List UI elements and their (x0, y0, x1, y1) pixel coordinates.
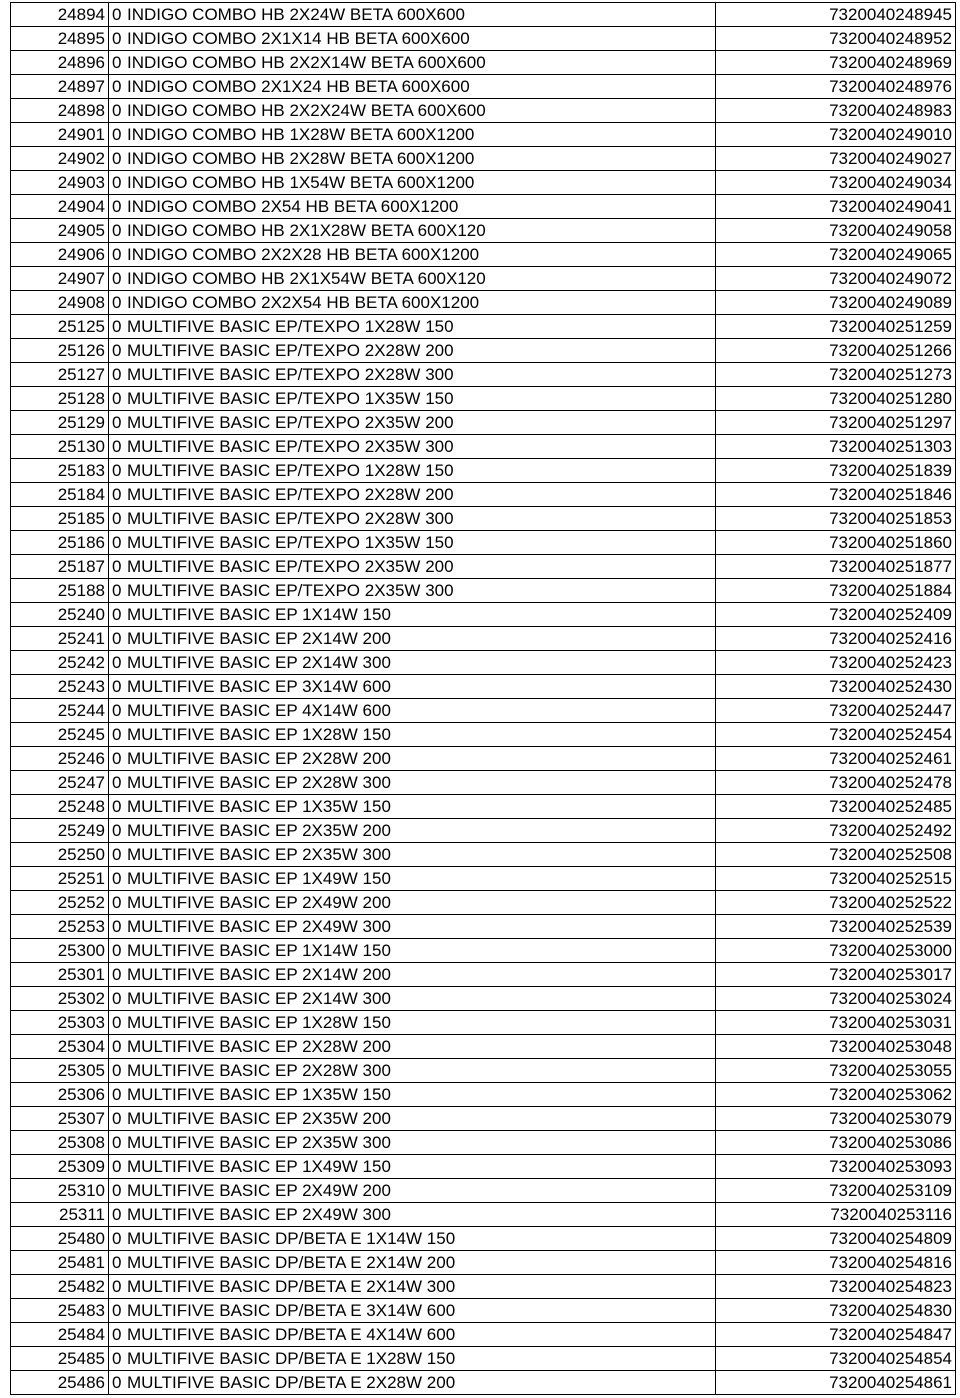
article-number-cell: 25480 (11, 1227, 109, 1251)
table-row (11, 435, 956, 459)
ean-code-cell: 7320040249065 (716, 243, 956, 267)
article-number-cell: 25130 (11, 435, 109, 459)
quantity-cell: 0 (109, 531, 125, 555)
description-cell: MULTIFIVE BASIC EP 2X49W 200 (124, 891, 716, 915)
ean-code-cell: 7320040249010 (716, 123, 956, 147)
description-cell: MULTIFIVE BASIC EP 1X49W 150 (124, 1155, 716, 1179)
table-row (11, 1011, 956, 1035)
table-row (11, 147, 956, 171)
description-cell: INDIGO COMBO HB 2X2X24W BETA 600X600 (124, 99, 716, 123)
ean-code-cell: 7320040252447 (716, 699, 956, 723)
quantity-cell: 0 (109, 315, 125, 339)
article-number-cell: 25308 (11, 1131, 109, 1155)
product-table-body (11, 3, 956, 1395)
article-number-cell: 24907 (11, 267, 109, 291)
article-number-cell: 24896 (11, 51, 109, 75)
description-cell: MULTIFIVE BASIC EP 2X28W 300 (124, 1059, 716, 1083)
quantity-cell: 0 (109, 963, 125, 987)
description-cell: MULTIFIVE BASIC EP 2X28W 300 (124, 771, 716, 795)
ean-code-cell: 7320040248976 (716, 75, 956, 99)
table-row (11, 507, 956, 531)
quantity-cell: 0 (109, 507, 125, 531)
description-cell: INDIGO COMBO HB 2X1X28W BETA 600X120 (124, 219, 716, 243)
description-cell: INDIGO COMBO HB 1X54W BETA 600X1200 (124, 171, 716, 195)
description-cell: MULTIFIVE BASIC EP 2X28W 200 (124, 1035, 716, 1059)
article-number-cell: 25129 (11, 411, 109, 435)
quantity-cell: 0 (109, 1107, 125, 1131)
table-row (11, 1203, 956, 1227)
ean-code-cell: 7320040252454 (716, 723, 956, 747)
table-row (11, 1251, 956, 1275)
article-number-cell: 25251 (11, 867, 109, 891)
quantity-cell: 0 (109, 459, 125, 483)
ean-code-cell: 7320040252515 (716, 867, 956, 891)
article-number-cell: 25186 (11, 531, 109, 555)
article-number-cell: 24895 (11, 27, 109, 51)
description-cell: INDIGO COMBO HB 1X28W BETA 600X1200 (124, 123, 716, 147)
product-table (10, 2, 956, 1395)
table-row (11, 123, 956, 147)
description-cell: INDIGO COMBO HB 2X24W BETA 600X600 (124, 3, 716, 27)
quantity-cell: 0 (109, 939, 125, 963)
article-number-cell: 25242 (11, 651, 109, 675)
description-cell: MULTIFIVE BASIC EP/TEXPO 2X35W 300 (124, 435, 716, 459)
table-row (11, 99, 956, 123)
quantity-cell: 0 (109, 363, 125, 387)
article-number-cell: 25303 (11, 1011, 109, 1035)
table-row (11, 195, 956, 219)
description-cell: MULTIFIVE BASIC EP 2X35W 300 (124, 1131, 716, 1155)
quantity-cell: 0 (109, 555, 125, 579)
article-number-cell: 25183 (11, 459, 109, 483)
quantity-cell: 0 (109, 171, 125, 195)
description-cell: INDIGO COMBO HB 2X2X14W BETA 600X600 (124, 51, 716, 75)
article-number-cell: 25486 (11, 1371, 109, 1395)
ean-code-cell: 7320040254847 (716, 1323, 956, 1347)
quantity-cell: 0 (109, 1155, 125, 1179)
quantity-cell: 0 (109, 579, 125, 603)
ean-code-cell: 7320040253048 (716, 1035, 956, 1059)
table-row (11, 579, 956, 603)
description-cell: INDIGO COMBO 2X1X14 HB BETA 600X600 (124, 27, 716, 51)
description-cell: MULTIFIVE BASIC EP 2X35W 200 (124, 819, 716, 843)
description-cell: MULTIFIVE BASIC EP/TEXPO 2X28W 200 (124, 483, 716, 507)
quantity-cell: 0 (109, 1299, 125, 1323)
article-number-cell: 25307 (11, 1107, 109, 1131)
ean-code-cell: 7320040254809 (716, 1227, 956, 1251)
ean-code-cell: 7320040249072 (716, 267, 956, 291)
article-number-cell: 25127 (11, 363, 109, 387)
table-row (11, 291, 956, 315)
quantity-cell: 0 (109, 843, 125, 867)
article-number-cell: 24904 (11, 195, 109, 219)
description-cell: MULTIFIVE BASIC EP/TEXPO 2X28W 200 (124, 339, 716, 363)
description-cell: MULTIFIVE BASIC EP 1X28W 150 (124, 1011, 716, 1035)
table-row (11, 1299, 956, 1323)
table-row (11, 3, 956, 27)
quantity-cell: 0 (109, 1323, 125, 1347)
article-number-cell: 25244 (11, 699, 109, 723)
ean-code-cell: 7320040254861 (716, 1371, 956, 1395)
quantity-cell: 0 (109, 1083, 125, 1107)
article-number-cell: 25241 (11, 627, 109, 651)
article-number-cell: 25246 (11, 747, 109, 771)
quantity-cell: 0 (109, 1275, 125, 1299)
ean-code-cell: 7320040253086 (716, 1131, 956, 1155)
description-cell: MULTIFIVE BASIC EP 1X14W 150 (124, 939, 716, 963)
table-row (11, 795, 956, 819)
table-row (11, 1323, 956, 1347)
description-cell: MULTIFIVE BASIC EP/TEXPO 1X35W 150 (124, 387, 716, 411)
ean-code-cell: 7320040253109 (716, 1179, 956, 1203)
table-row (11, 819, 956, 843)
description-cell: MULTIFIVE BASIC DP/BETA E 1X28W 150 (124, 1347, 716, 1371)
ean-code-cell: 7320040251273 (716, 363, 956, 387)
description-cell: MULTIFIVE BASIC EP 2X14W 300 (124, 651, 716, 675)
quantity-cell: 0 (109, 51, 125, 75)
quantity-cell: 0 (109, 219, 125, 243)
quantity-cell: 0 (109, 987, 125, 1011)
article-number-cell: 24902 (11, 147, 109, 171)
ean-code-cell: 7320040253024 (716, 987, 956, 1011)
quantity-cell: 0 (109, 411, 125, 435)
article-number-cell: 25187 (11, 555, 109, 579)
description-cell: MULTIFIVE BASIC EP 2X14W 200 (124, 963, 716, 987)
ean-code-cell: 7320040248945 (716, 3, 956, 27)
description-cell: INDIGO COMBO HB 2X28W BETA 600X1200 (124, 147, 716, 171)
ean-code-cell: 7320040248983 (716, 99, 956, 123)
article-number-cell: 24897 (11, 75, 109, 99)
ean-code-cell: 7320040252508 (716, 843, 956, 867)
table-row (11, 363, 956, 387)
ean-code-cell: 7320040252416 (716, 627, 956, 651)
article-number-cell: 25483 (11, 1299, 109, 1323)
article-number-cell: 25185 (11, 507, 109, 531)
ean-code-cell: 7320040249089 (716, 291, 956, 315)
description-cell: MULTIFIVE BASIC EP/TEXPO 2X35W 200 (124, 555, 716, 579)
quantity-cell: 0 (109, 675, 125, 699)
quantity-cell: 0 (109, 147, 125, 171)
ean-code-cell: 7320040249027 (716, 147, 956, 171)
article-number-cell: 24898 (11, 99, 109, 123)
ean-code-cell: 7320040252492 (716, 819, 956, 843)
ean-code-cell: 7320040252478 (716, 771, 956, 795)
quantity-cell: 0 (109, 747, 125, 771)
quantity-cell: 0 (109, 603, 125, 627)
description-cell: MULTIFIVE BASIC EP/TEXPO 2X35W 200 (124, 411, 716, 435)
article-number-cell: 24901 (11, 123, 109, 147)
table-row (11, 411, 956, 435)
quantity-cell: 0 (109, 771, 125, 795)
table-row (11, 1347, 956, 1371)
article-number-cell: 25243 (11, 675, 109, 699)
description-cell: MULTIFIVE BASIC EP 1X35W 150 (124, 795, 716, 819)
article-number-cell: 25481 (11, 1251, 109, 1275)
ean-code-cell: 7320040254816 (716, 1251, 956, 1275)
description-cell: MULTIFIVE BASIC DP/BETA E 3X14W 600 (124, 1299, 716, 1323)
ean-code-cell: 7320040249058 (716, 219, 956, 243)
quantity-cell: 0 (109, 27, 125, 51)
quantity-cell: 0 (109, 75, 125, 99)
article-number-cell: 24908 (11, 291, 109, 315)
quantity-cell: 0 (109, 291, 125, 315)
table-row (11, 483, 956, 507)
description-cell: MULTIFIVE BASIC EP 4X14W 600 (124, 699, 716, 723)
ean-code-cell: 7320040253000 (716, 939, 956, 963)
article-number-cell: 25126 (11, 339, 109, 363)
ean-code-cell: 7320040254823 (716, 1275, 956, 1299)
table-row (11, 1227, 956, 1251)
description-cell: MULTIFIVE BASIC EP 2X35W 200 (124, 1107, 716, 1131)
table-row (11, 531, 956, 555)
description-cell: MULTIFIVE BASIC EP 1X14W 150 (124, 603, 716, 627)
table-row (11, 27, 956, 51)
ean-code-cell: 7320040253055 (716, 1059, 956, 1083)
article-number-cell: 25302 (11, 987, 109, 1011)
quantity-cell: 0 (109, 267, 125, 291)
description-cell: INDIGO COMBO 2X1X24 HB BETA 600X600 (124, 75, 716, 99)
description-cell: MULTIFIVE BASIC DP/BETA E 1X14W 150 (124, 1227, 716, 1251)
description-cell: MULTIFIVE BASIC EP/TEXPO 1X35W 150 (124, 531, 716, 555)
ean-code-cell: 7320040254854 (716, 1347, 956, 1371)
ean-code-cell: 7320040253093 (716, 1155, 956, 1179)
quantity-cell: 0 (109, 1371, 125, 1395)
article-number-cell: 25304 (11, 1035, 109, 1059)
ean-code-cell: 7320040251280 (716, 387, 956, 411)
description-cell: MULTIFIVE BASIC EP 2X14W 200 (124, 627, 716, 651)
article-number-cell: 25309 (11, 1155, 109, 1179)
quantity-cell: 0 (109, 435, 125, 459)
article-number-cell: 25188 (11, 579, 109, 603)
description-cell: MULTIFIVE BASIC EP 2X14W 300 (124, 987, 716, 1011)
description-cell: MULTIFIVE BASIC EP 2X28W 200 (124, 747, 716, 771)
description-cell: MULTIFIVE BASIC EP/TEXPO 2X28W 300 (124, 363, 716, 387)
article-number-cell: 25306 (11, 1083, 109, 1107)
article-number-cell: 25247 (11, 771, 109, 795)
description-cell: MULTIFIVE BASIC DP/BETA E 2X14W 300 (124, 1275, 716, 1299)
ean-code-cell: 7320040251853 (716, 507, 956, 531)
description-cell: INDIGO COMBO 2X2X54 HB BETA 600X1200 (124, 291, 716, 315)
description-cell: MULTIFIVE BASIC EP 2X49W 200 (124, 1179, 716, 1203)
article-number-cell: 25248 (11, 795, 109, 819)
article-number-cell: 25125 (11, 315, 109, 339)
description-cell: MULTIFIVE BASIC DP/BETA E 4X14W 600 (124, 1323, 716, 1347)
ean-code-cell: 7320040252430 (716, 675, 956, 699)
article-number-cell: 25128 (11, 387, 109, 411)
quantity-cell: 0 (109, 819, 125, 843)
ean-code-cell: 7320040252539 (716, 915, 956, 939)
article-number-cell: 25485 (11, 1347, 109, 1371)
quantity-cell: 0 (109, 723, 125, 747)
ean-code-cell: 7320040251839 (716, 459, 956, 483)
article-number-cell: 25311 (11, 1203, 109, 1227)
table-row (11, 243, 956, 267)
ean-code-cell: 7320040249034 (716, 171, 956, 195)
table-row (11, 915, 956, 939)
table-row (11, 1275, 956, 1299)
quantity-cell: 0 (109, 99, 125, 123)
article-number-cell: 25310 (11, 1179, 109, 1203)
table-row (11, 555, 956, 579)
ean-code-cell: 7320040252409 (716, 603, 956, 627)
ean-code-cell: 7320040252461 (716, 747, 956, 771)
ean-code-cell: 7320040251303 (716, 435, 956, 459)
description-cell: MULTIFIVE BASIC EP 1X28W 150 (124, 723, 716, 747)
table-row (11, 1035, 956, 1059)
description-cell: MULTIFIVE BASIC EP/TEXPO 1X28W 150 (124, 315, 716, 339)
description-cell: MULTIFIVE BASIC EP 2X49W 300 (124, 1203, 716, 1227)
description-cell: MULTIFIVE BASIC EP 2X35W 300 (124, 843, 716, 867)
quantity-cell: 0 (109, 195, 125, 219)
quantity-cell: 0 (109, 483, 125, 507)
quantity-cell: 0 (109, 243, 125, 267)
article-number-cell: 25184 (11, 483, 109, 507)
table-row (11, 891, 956, 915)
quantity-cell: 0 (109, 915, 125, 939)
quantity-cell: 0 (109, 627, 125, 651)
description-cell: INDIGO COMBO 2X54 HB BETA 600X1200 (124, 195, 716, 219)
ean-code-cell: 7320040251266 (716, 339, 956, 363)
table-row (11, 675, 956, 699)
article-number-cell: 24903 (11, 171, 109, 195)
table-row (11, 171, 956, 195)
table-row (11, 939, 956, 963)
description-cell: MULTIFIVE BASIC EP 3X14W 600 (124, 675, 716, 699)
article-number-cell: 25484 (11, 1323, 109, 1347)
table-row (11, 1059, 956, 1083)
quantity-cell: 0 (109, 1203, 125, 1227)
table-row (11, 603, 956, 627)
article-number-cell: 25249 (11, 819, 109, 843)
article-number-cell: 25245 (11, 723, 109, 747)
table-row (11, 651, 956, 675)
table-row (11, 1179, 956, 1203)
description-cell: MULTIFIVE BASIC EP/TEXPO 2X35W 300 (124, 579, 716, 603)
quantity-cell: 0 (109, 651, 125, 675)
description-cell: MULTIFIVE BASIC EP 1X35W 150 (124, 1083, 716, 1107)
table-row (11, 1083, 956, 1107)
table-row (11, 963, 956, 987)
article-number-cell: 25305 (11, 1059, 109, 1083)
quantity-cell: 0 (109, 1251, 125, 1275)
quantity-cell: 0 (109, 1011, 125, 1035)
quantity-cell: 0 (109, 891, 125, 915)
ean-code-cell: 7320040253062 (716, 1083, 956, 1107)
description-cell: MULTIFIVE BASIC EP 1X49W 150 (124, 867, 716, 891)
quantity-cell: 0 (109, 3, 125, 27)
description-cell: INDIGO COMBO HB 2X1X54W BETA 600X120 (124, 267, 716, 291)
ean-code-cell: 7320040251884 (716, 579, 956, 603)
table-row (11, 723, 956, 747)
description-cell: MULTIFIVE BASIC EP 2X49W 300 (124, 915, 716, 939)
ean-code-cell: 7320040248952 (716, 27, 956, 51)
ean-code-cell: 7320040251860 (716, 531, 956, 555)
article-number-cell: 25300 (11, 939, 109, 963)
table-row (11, 699, 956, 723)
article-number-cell: 25253 (11, 915, 109, 939)
description-cell: INDIGO COMBO 2X2X28 HB BETA 600X1200 (124, 243, 716, 267)
quantity-cell: 0 (109, 1131, 125, 1155)
quantity-cell: 0 (109, 867, 125, 891)
table-row (11, 315, 956, 339)
table-row (11, 51, 956, 75)
quantity-cell: 0 (109, 1179, 125, 1203)
ean-code-cell: 7320040253116 (716, 1203, 956, 1227)
table-row (11, 987, 956, 1011)
ean-code-cell: 7320040253017 (716, 963, 956, 987)
table-row (11, 459, 956, 483)
description-cell: MULTIFIVE BASIC EP/TEXPO 1X28W 150 (124, 459, 716, 483)
quantity-cell: 0 (109, 699, 125, 723)
article-number-cell: 24906 (11, 243, 109, 267)
ean-code-cell: 7320040252485 (716, 795, 956, 819)
description-cell: MULTIFIVE BASIC DP/BETA E 2X14W 200 (124, 1251, 716, 1275)
ean-code-cell: 7320040252522 (716, 891, 956, 915)
table-row (11, 771, 956, 795)
description-cell: MULTIFIVE BASIC DP/BETA E 2X28W 200 (124, 1371, 716, 1395)
article-number-cell: 25240 (11, 603, 109, 627)
article-number-cell: 24894 (11, 3, 109, 27)
quantity-cell: 0 (109, 339, 125, 363)
ean-code-cell: 7320040251259 (716, 315, 956, 339)
ean-code-cell: 7320040248969 (716, 51, 956, 75)
table-row (11, 867, 956, 891)
table-row (11, 747, 956, 771)
quantity-cell: 0 (109, 1347, 125, 1371)
quantity-cell: 0 (109, 1227, 125, 1251)
table-row (11, 1155, 956, 1179)
quantity-cell: 0 (109, 387, 125, 411)
ean-code-cell: 7320040252423 (716, 651, 956, 675)
table-row (11, 843, 956, 867)
article-number-cell: 25252 (11, 891, 109, 915)
article-number-cell: 25301 (11, 963, 109, 987)
table-row (11, 75, 956, 99)
quantity-cell: 0 (109, 795, 125, 819)
description-cell: MULTIFIVE BASIC EP/TEXPO 2X28W 300 (124, 507, 716, 531)
table-row (11, 1131, 956, 1155)
ean-code-cell: 7320040254830 (716, 1299, 956, 1323)
ean-code-cell: 7320040253031 (716, 1011, 956, 1035)
table-row (11, 219, 956, 243)
table-row (11, 627, 956, 651)
quantity-cell: 0 (109, 1035, 125, 1059)
table-row (11, 1107, 956, 1131)
ean-code-cell: 7320040251297 (716, 411, 956, 435)
table-row (11, 267, 956, 291)
ean-code-cell: 7320040253079 (716, 1107, 956, 1131)
article-number-cell: 25482 (11, 1275, 109, 1299)
table-row (11, 387, 956, 411)
ean-code-cell: 7320040251877 (716, 555, 956, 579)
ean-code-cell: 7320040249041 (716, 195, 956, 219)
table-row (11, 1371, 956, 1395)
article-number-cell: 24905 (11, 219, 109, 243)
ean-code-cell: 7320040251846 (716, 483, 956, 507)
quantity-cell: 0 (109, 123, 125, 147)
article-number-cell: 25250 (11, 843, 109, 867)
table-row (11, 339, 956, 363)
quantity-cell: 0 (109, 1059, 125, 1083)
